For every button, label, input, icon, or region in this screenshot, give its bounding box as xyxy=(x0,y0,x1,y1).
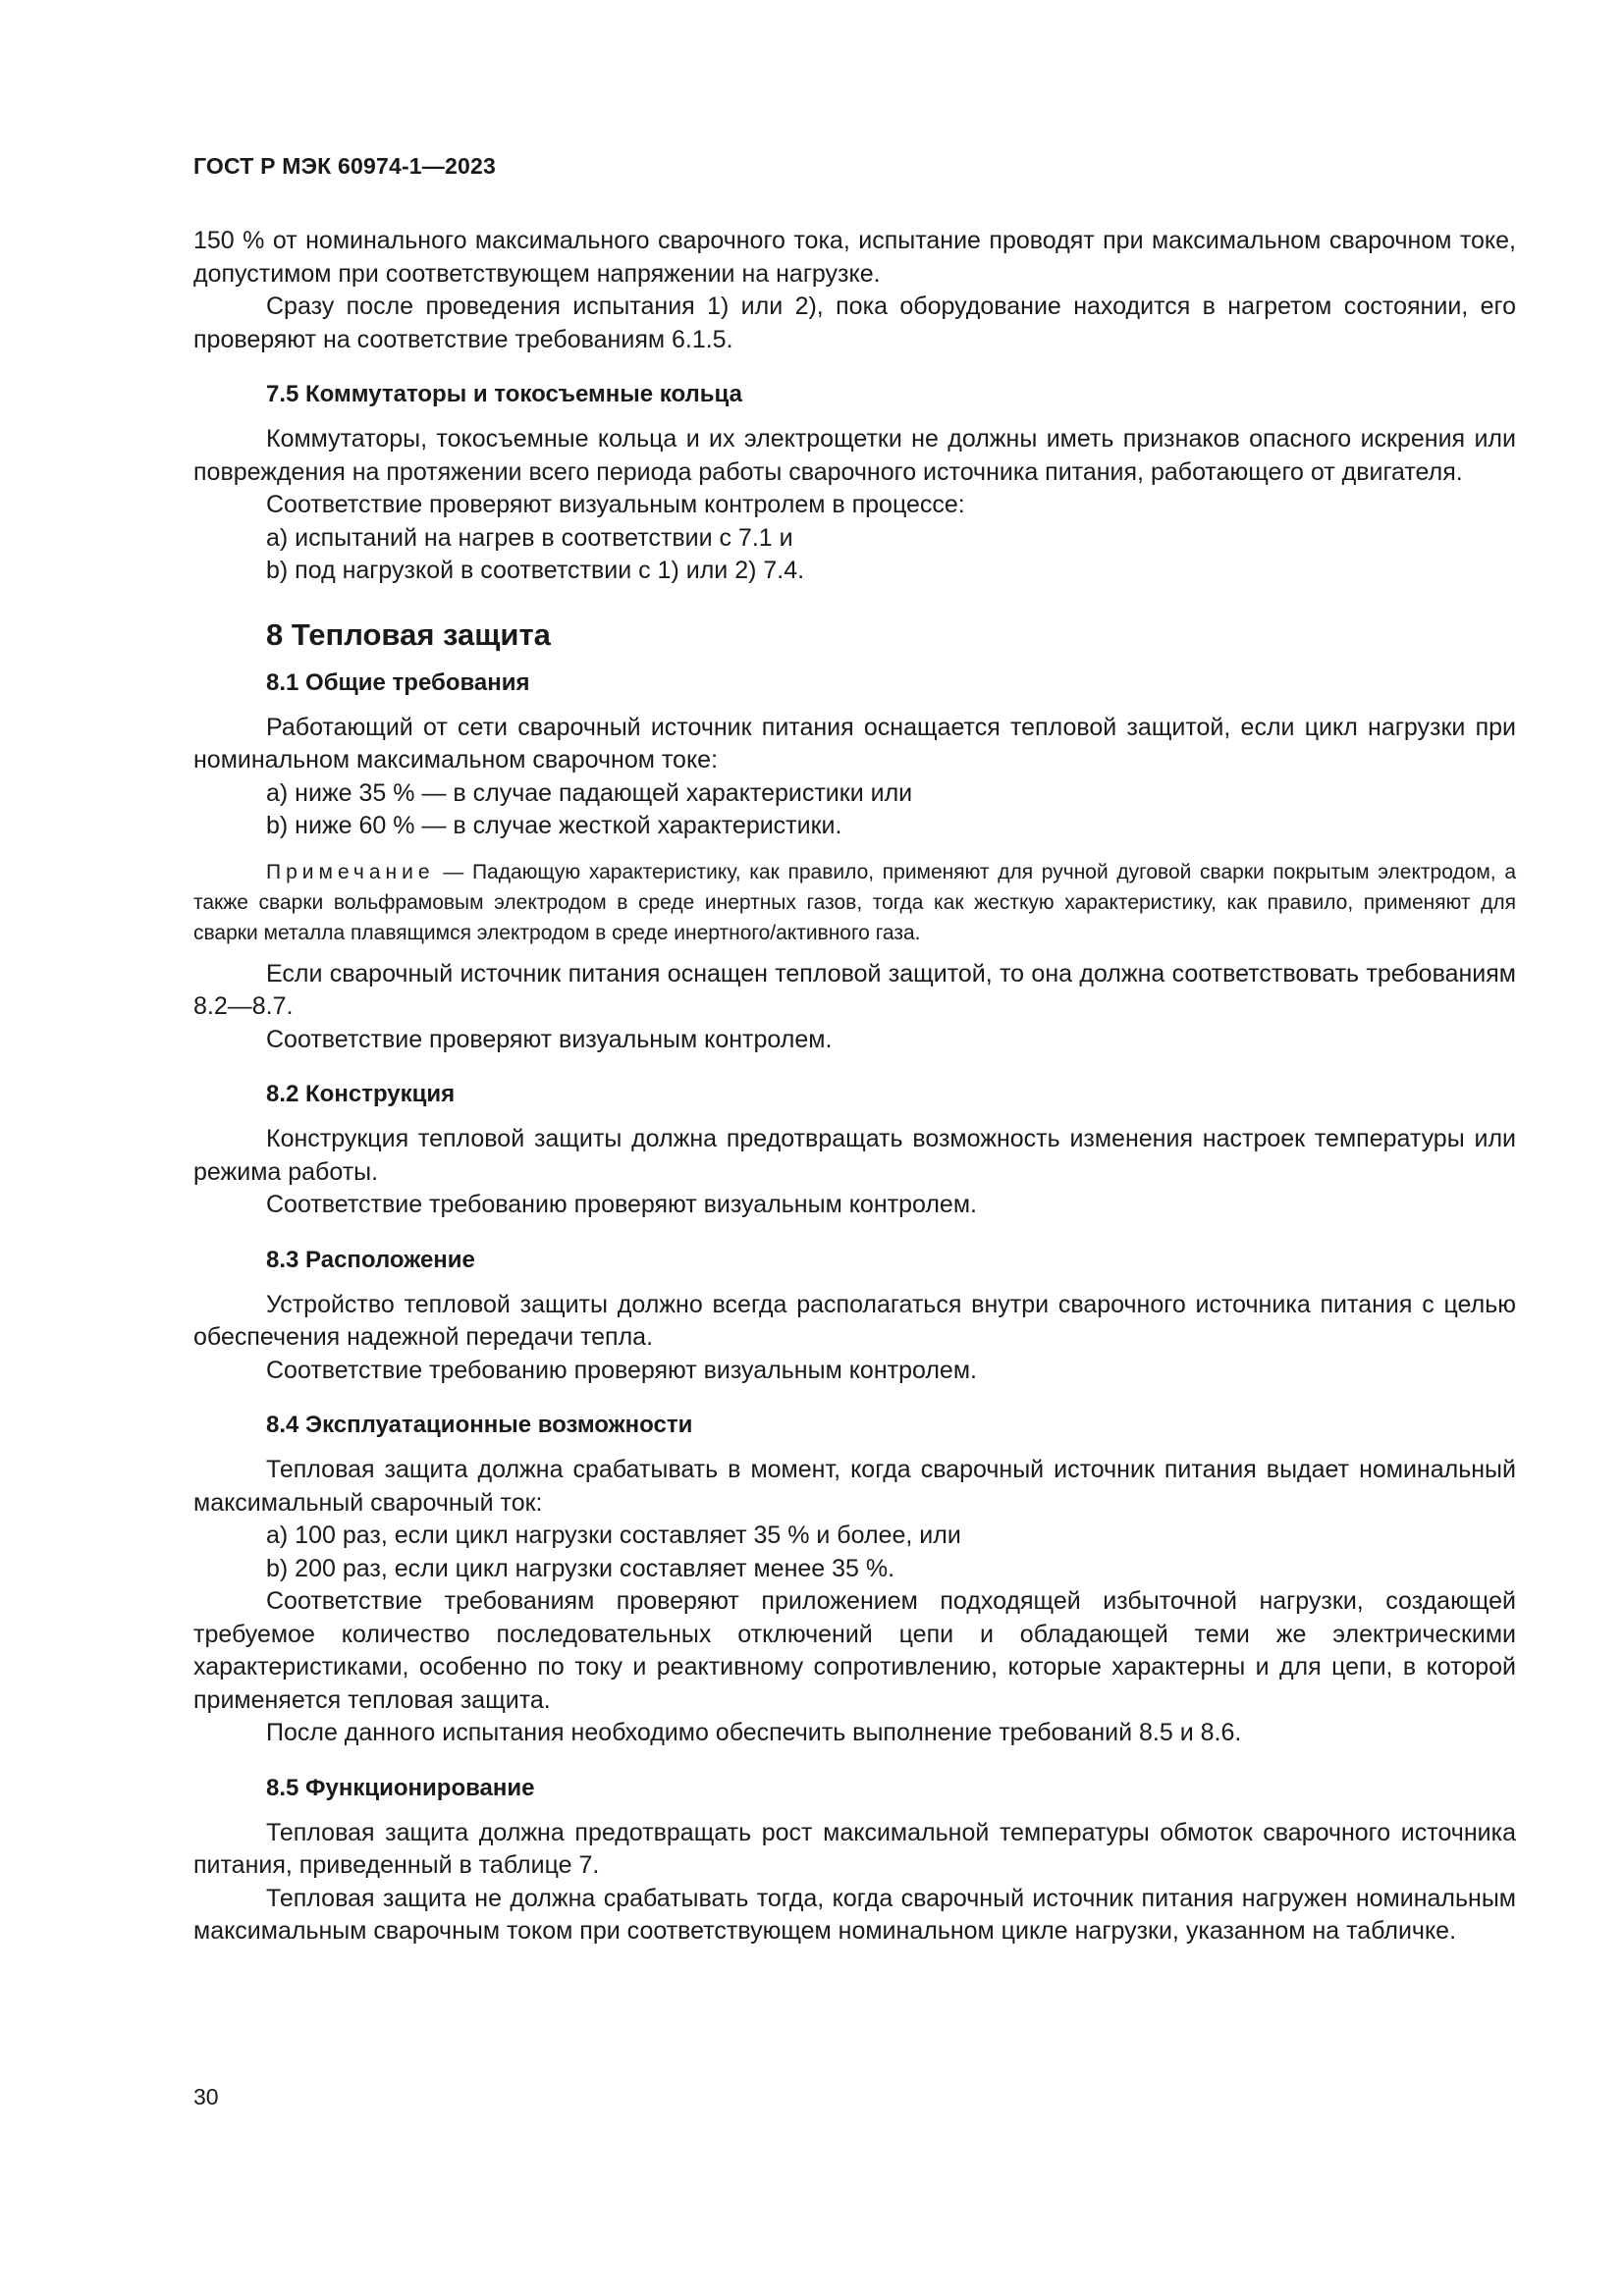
document-header: ГОСТ Р МЭК 60974-1—2023 xyxy=(193,153,496,179)
paragraph: Работающий от сети сварочный источник питания оснащается тепловой защитой, если цикл нагрузки при номинальном максимальном сварочном токе: xyxy=(193,713,1516,774)
list-item: a) испытаний на нагрев в соответствии с 7.1 и xyxy=(266,523,793,552)
section-heading-8-4: 8.4 Эксплуатационные возможности xyxy=(266,1412,693,1438)
paragraph: Соответствие проверяют визуальным контролем. xyxy=(266,1025,833,1053)
paragraph: Если сварочный источник питания оснащен тепловой защитой, то она должна соответствовать требованиям 8.2—8.7. xyxy=(193,959,1516,1020)
paragraph: Тепловая защита должна предотвращать рост максимальной температуры обмоток сварочного источника питания, приведенный в таблице 7. xyxy=(193,1818,1516,1879)
page-number: 30 xyxy=(193,2084,219,2109)
paragraph: Соответствие проверяют визуальным контролем в процессе: xyxy=(266,491,965,518)
paragraph: Соответствие требованию проверяют визуальным контролем. xyxy=(266,1191,977,1218)
section-heading-8-2: 8.2 Конструкция xyxy=(266,1081,456,1107)
paragraph: Тепловая защита не должна срабатывать тогда, когда сварочный источник питания нагружен номинальным максимальным сварочным током при соответствующем номинальном цикле нагрузки, указанном на табличке. xyxy=(193,1884,1516,1945)
section-heading-8-5: 8.5 Функционирование xyxy=(266,1774,535,1801)
note-label: Примечание xyxy=(266,860,435,883)
paragraph: После данного испытания необходимо обеспечить выполнение требований 8.5 и 8.6. xyxy=(266,1719,1242,1746)
paragraph: Коммутаторы, токосъемные кольца и их электрощетки не должны иметь признаков опасного искрения или повреждения на протяжении всего периода работы сварочного источника питания, работающего от двигателя. xyxy=(193,425,1516,486)
page-content xyxy=(193,225,1516,1949)
paragraph: Конструкция тепловой защиты должна предотвращать возможность изменения настроек температуры или режима работы. xyxy=(193,1125,1516,1186)
paragraph: 150 % от номинального максимального сварочного тока, испытание проводят при максимальном сварочном токе, допустимом при соответствующем напряжении на нагрузке. xyxy=(193,227,1516,288)
paragraph: Соответствие требованию проверяют визуальным контролем. xyxy=(266,1356,977,1384)
section-heading-7-5: 7.5 Коммутаторы и токосъемные кольца xyxy=(266,381,742,407)
note-text: — Падающую характеристику, как правило, применяют для ручной дуговой сварки покрытым электродом, а также сварки вольфрамовым электродом в среде инертных газов, тогда как жесткую характеристику, как правило, применяют для сварки металла плавящимся электродом в среде инертного/активного газа. xyxy=(193,860,1516,944)
list-item: b) ниже 60 % — в случае жесткой характеристики. xyxy=(266,812,842,839)
section-heading-8: 8 Тепловая защита xyxy=(266,616,551,652)
paragraph: Сразу после проведения испытания 1) или 2), пока оборудование находится в нагретом состоянии, его проверяют на соответствие требованиям 6.1.5. xyxy=(193,293,1516,353)
note xyxy=(193,857,1516,948)
paragraph: Устройство тепловой защиты должно всегда располагаться внутри сварочного источника питания с целью обеспечения надежной передачи тепла. xyxy=(193,1290,1516,1351)
section-heading-8-1: 8.1 Общие требования xyxy=(266,668,530,696)
paragraph: Соответствие требованиям проверяют приложением подходящей избыточной нагрузки, создающей требуемое количество последовательных отключений цепи и обладающей теми же электрическими характеристиками, особенно по току и реактивному сопротивлению, которые характерны и для цепи, в которой применяется тепловая защита. xyxy=(193,1587,1516,1714)
list-item: a) 100 раз, если цикл нагрузки составляет 35 % и более, или xyxy=(266,1522,961,1549)
paragraph: Тепловая защита должна срабатывать в момент, когда сварочный источник питания выдает номинальный максимальный сварочный ток: xyxy=(193,1456,1516,1517)
list-item: b) под нагрузкой в соответствии с 1) или 2) 7.4. xyxy=(266,557,805,584)
list-item: b) 200 раз, если цикл нагрузки составляет менее 35 %. xyxy=(266,1554,895,1582)
list-item: a) ниже 35 % — в случае падающей характеристики или xyxy=(266,778,913,807)
section-heading-8-3: 8.3 Расположение xyxy=(266,1246,475,1273)
